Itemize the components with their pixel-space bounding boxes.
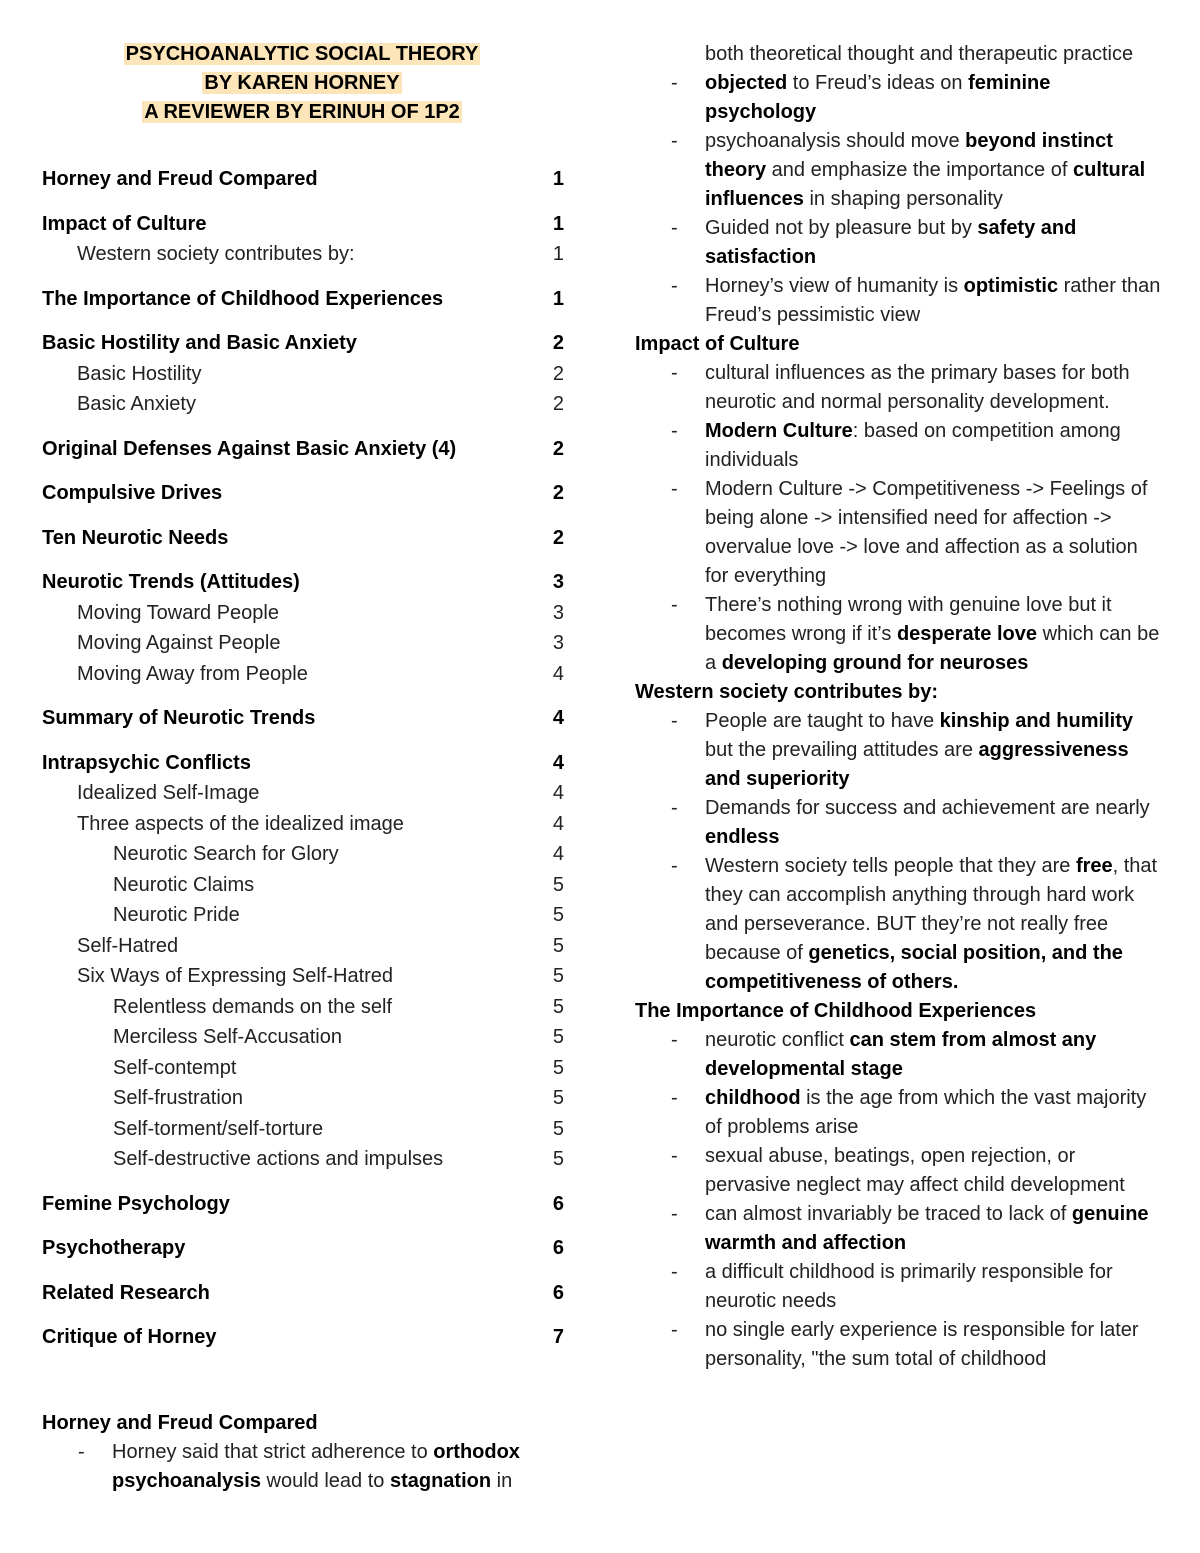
bullet-list-culture [635,359,1165,678]
section-horney-freud [42,1409,572,1496]
toc-entry[interactable] [42,164,572,195]
toc-entry[interactable] [42,748,572,779]
list-item: - Western society tells people that they are free, that they can accomplish anything through hard work and perseverance. BUT they’re not really free because of genetics, social position, and the competitiveness of others. [635,852,1165,997]
toc-entry[interactable] [42,359,572,390]
toc-entry-page: 4 [552,751,564,774]
toc-entry[interactable] [42,567,572,598]
toc-entry[interactable] [42,239,572,270]
toc-entry-page: 1 [552,243,564,265]
toc-entry-label: Six Ways of Expressing Self-Hatred [77,965,394,987]
list-item: - can almost invariably be traced to lack of genuine warmth and affection [635,1200,1165,1258]
toc-entry-page: 4 [552,812,564,835]
toc-entry-page: 4 [552,782,564,804]
bullet-list [42,1438,572,1496]
toc-entry-label: Relentless demands on the self [113,995,393,1018]
toc-entry[interactable] [42,931,572,962]
toc-entry-label: Horney and Freud Compared [42,168,318,190]
toc-entry-page: 2 [552,526,564,549]
toc-entry-page: 3 [552,601,564,624]
toc-entry-label: Western society contributes by: [77,243,355,265]
section-heading-western: Western society contributes by: [635,681,939,703]
toc-entry-page: 5 [552,1026,564,1048]
toc-entry[interactable] [42,284,572,315]
toc-entry-label: Basic Hostility and Basic Anxiety [42,332,357,354]
toc-entry[interactable] [42,209,572,240]
toc-entry[interactable] [42,1233,572,1264]
toc-entry-page: 2 [552,393,564,415]
toc-entry-label: Self-contempt [113,1056,237,1079]
list-item: - sexual abuse, beatings, open rejection, or pervasive neglect may affect child development [635,1142,1165,1200]
toc-entry-page: 1 [552,212,564,235]
toc-entry-label: Moving Toward People [77,601,279,624]
section-heading: Horney and Freud Compared [42,1411,318,1434]
toc-entry-label: Self-destructive actions and impulses [113,1148,444,1170]
toc-entry-label: Impact of Culture [42,212,207,235]
toc-entry-page: 4 [552,843,564,865]
list-item-continuation: both theoretical thought and therapeutic practice [705,43,1134,65]
toc-entry-label: Self-Hatred [77,934,179,957]
toc-entry[interactable] [42,1053,572,1084]
toc-entry-label: Intrapsychic Conflicts [42,751,251,774]
toc-entry-page: 1 [552,168,564,190]
toc-entry-page: 5 [552,1148,564,1170]
toc-entry-label: Femine Psychology [42,1192,230,1215]
title-line-3: A REVIEWER BY ERINUH OF 1P2 [144,101,460,123]
list-item: - Guided not by pleasure but by safety and satisfaction [635,214,1165,272]
toc-entry[interactable] [42,598,572,629]
list-item: - Demands for success and achievement are nearly endless [635,794,1165,852]
toc-entry-label: Neurotic Search for Glory [113,843,339,865]
section-heading-childhood: The Importance of Childhood Experiences [635,1000,1037,1022]
toc-entry-page: 6 [552,1192,564,1215]
toc-entry[interactable] [42,478,572,509]
toc-entry[interactable] [42,839,572,870]
document-title [42,40,562,127]
toc-entry-page: 5 [552,934,564,957]
list-item: - objected to Freud’s ideas on feminine psychology [635,69,1165,127]
toc-entry[interactable] [42,1083,572,1114]
toc-entry[interactable] [42,434,572,465]
list-item: - neurotic conflict can stem from almost any developmental stage [635,1026,1165,1084]
toc-entry-page: 3 [552,632,564,654]
toc-entry-label: Critique of Horney [42,1326,217,1348]
toc-entry-label: Self-torment/self-torture [113,1117,324,1140]
list-item: - no single early experience is responsible for later personality, "the sum total of childhood [635,1316,1165,1374]
toc-entry-label: Neurotic Claims [113,873,255,896]
toc-entry-label: Three aspects of the idealized image [77,812,404,835]
toc-entry-page: 6 [552,1237,564,1259]
list-item: - Modern Culture: based on competition among individuals [635,417,1165,475]
toc-entry-page: 5 [552,1117,564,1140]
toc-entry-label: Moving Against People [77,632,281,654]
right-column [635,40,1165,1374]
toc-entry[interactable] [42,778,572,809]
toc-entry-page: 2 [552,362,564,385]
toc-entry-label: The Importance of Childhood Experiences [42,287,444,310]
bullet-list-continued [635,40,1165,330]
toc-entry-page: 4 [552,707,564,729]
toc-entry-page: 7 [552,1326,564,1348]
toc-entry-page: 6 [552,1281,564,1304]
toc-entry-page: 5 [552,873,564,896]
toc-entry-page: 5 [552,904,564,926]
table-of-contents [42,164,572,1353]
toc-entry[interactable] [42,1322,572,1353]
toc-entry-page: 1 [552,287,564,310]
toc-entry-page: 5 [552,1087,564,1109]
toc-entry-label: Neurotic Pride [113,904,240,926]
toc-entry-label: Idealized Self-Image [77,782,260,804]
toc-entry[interactable] [42,900,572,931]
list-item: - childhood is the age from which the vast majority of problems arise [635,1084,1165,1142]
toc-entry-label: Basic Hostility [77,362,202,385]
list-item: - There’s nothing wrong with genuine love but it becomes wrong if it’s desperate love which can be a developing ground for neuroses [635,591,1165,678]
toc-entry-page: 5 [552,965,564,987]
list-item: - Modern Culture -> Competitiveness -> Feelings of being alone -> intensified need for affection -> overvalue love -> love and affection as a solution for everything [635,475,1165,591]
toc-entry[interactable] [42,1189,572,1220]
toc-entry-page: 2 [552,332,564,354]
toc-entry-label: Merciless Self-Accusation [113,1026,342,1048]
toc-entry[interactable] [42,328,572,359]
toc-entry[interactable] [42,628,572,659]
toc-entry-label: Summary of Neurotic Trends [42,707,316,729]
toc-entry-label: Psychotherapy [42,1237,186,1259]
toc-entry-label: Moving Away from People [77,662,308,685]
toc-entry[interactable] [42,1278,572,1309]
section-heading-culture: Impact of Culture [635,333,800,355]
toc-entry[interactable] [42,961,572,992]
toc-entry-label: Self-frustration [113,1087,244,1109]
toc-entry-page: 5 [552,995,564,1018]
title-line-1: PSYCHOANALYTIC SOCIAL THEORY [125,43,479,65]
list-item: - psychoanalysis should move beyond instinct theory and emphasize the importance of cultural influences in shaping personality [635,127,1165,214]
toc-entry[interactable] [42,809,572,840]
list-item: - People are taught to have kinship and humility but the prevailing attitudes are aggressiveness and superiority [635,707,1165,794]
toc-entry-page: 2 [552,482,564,504]
left-column [42,40,572,1496]
toc-entry[interactable] [42,1022,572,1053]
toc-entry-label: Neurotic Trends (Attitudes) [42,571,300,593]
toc-entry-label: Ten Neurotic Needs [42,526,229,549]
bullet-list-western [635,707,1165,997]
toc-entry-page: 5 [552,1056,564,1079]
toc-entry-label: Original Defenses Against Basic Anxiety (4) [42,437,457,460]
list-item: - cultural influences as the primary bases for both neurotic and normal personality development. [635,359,1165,417]
list-item: - Horney said that strict adherence to orthodox psychoanalysis would lead to stagnation in [42,1438,572,1496]
toc-entry[interactable] [42,523,572,554]
list-item: - a difficult childhood is primarily responsible for neurotic needs [635,1258,1165,1316]
toc-entry[interactable] [42,1144,572,1175]
list-item: - Horney’s view of humanity is optimistic rather than Freud’s pessimistic view [635,272,1165,330]
toc-entry[interactable] [42,659,572,690]
toc-entry-label: Related Research [42,1281,210,1304]
toc-entry[interactable] [42,1114,572,1145]
toc-entry-label: Compulsive Drives [42,482,223,504]
toc-entry-page: 4 [552,662,564,685]
title-line-2: BY KAREN HORNEY [204,72,400,94]
toc-entry[interactable] [42,389,572,420]
toc-entry-page: 2 [552,437,564,460]
toc-entry-page: 3 [552,571,564,593]
toc-entry[interactable] [42,703,572,734]
bullet-list-childhood [635,1026,1165,1374]
toc-entry[interactable] [42,992,572,1023]
toc-entry[interactable] [42,870,572,901]
toc-entry-label: Basic Anxiety [77,393,196,415]
